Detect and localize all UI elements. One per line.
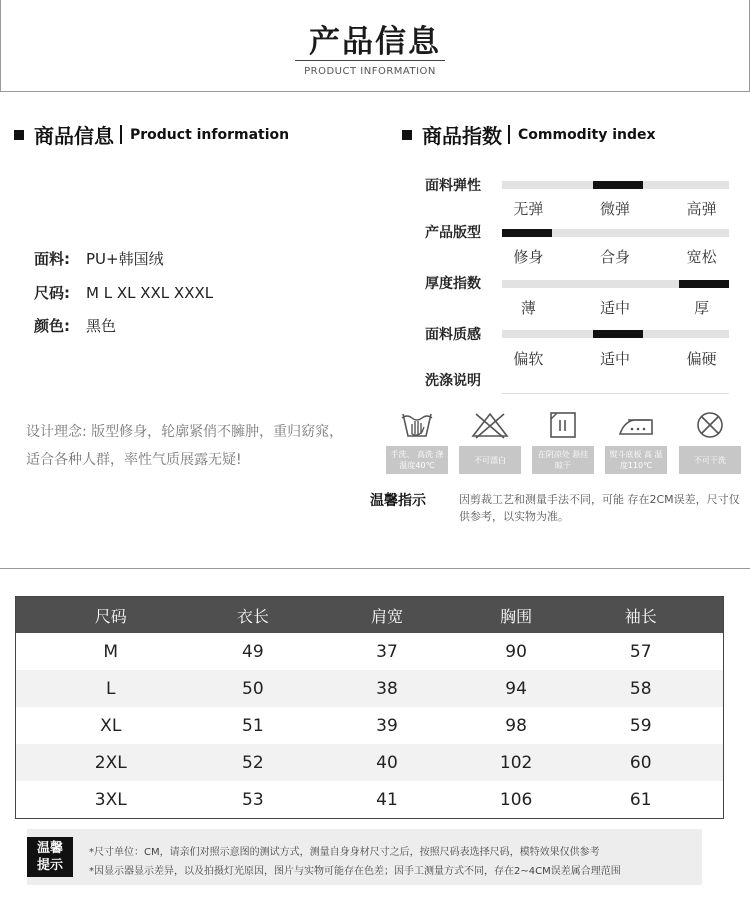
column-header: 袖长 (624, 606, 657, 626)
index-label-elasticity: 面料弹性 (425, 178, 481, 194)
hand-wash-icon (386, 410, 448, 440)
bottom-note (27, 829, 702, 885)
index-option: 无弹 (513, 200, 544, 218)
product-info-heading (14, 120, 289, 149)
table-cell: 57 (629, 641, 652, 662)
table-cell: 61 (629, 789, 652, 810)
warm-tip-text: 因剪裁工艺和测量手法不同，可能 存在2CM误差，尺寸仅供参考，以实物为准。 (459, 493, 740, 523)
index-label-texture: 面料质感 (425, 327, 481, 343)
table-cell: M (103, 641, 119, 662)
table-row (16, 670, 723, 707)
warm-tip-label: 温馨指示 (370, 493, 426, 509)
table-cell: 102 (499, 752, 533, 773)
size-value: M L XL XXL XXXL (86, 284, 214, 302)
table-cell: 41 (376, 789, 398, 810)
size-label: 尺码: (34, 284, 70, 302)
wash-tag: 不可干洗 (679, 446, 741, 474)
wash-instructions-label: 洗涤说明 (425, 373, 481, 389)
table-row (16, 781, 723, 818)
index-option: 偏软 (513, 350, 544, 368)
index-bar-elasticity (502, 181, 729, 189)
info-row-size (34, 282, 213, 303)
square-bullet-icon (14, 130, 24, 140)
table-cell: 59 (629, 715, 652, 736)
column-header: 胸围 (500, 606, 533, 626)
no-bleach-icon (459, 410, 521, 440)
index-option: 偏硬 (686, 350, 717, 368)
index-marker-fit (502, 229, 552, 237)
square-bullet-icon (402, 130, 412, 140)
column-header: 肩宽 (370, 606, 403, 626)
index-bar-fit (502, 229, 729, 237)
shade-dry-icon (532, 410, 594, 440)
index-option: 修身 (513, 248, 544, 266)
table-cell: 38 (376, 678, 398, 699)
index-option: 适中 (600, 299, 631, 317)
table-cell: 37 (376, 641, 398, 662)
wash-divider (502, 393, 729, 394)
table-row (16, 707, 723, 744)
index-marker-thickness (679, 280, 729, 288)
tip-badge (27, 837, 73, 877)
wash-tag: 不可漂白 (459, 446, 521, 474)
color-value: 黑色 (86, 317, 117, 335)
wash-item-hand-wash (386, 410, 448, 474)
heading-separator (508, 125, 510, 144)
commodity-index-heading-en: Commodity index (518, 126, 656, 143)
wash-item-no-dryclean (679, 410, 741, 474)
design-note: 设计理念: 版型修身，轮廓紧俏不臃肿，重归窈窕，适合各种人群，率性气质展露无疑! (26, 424, 344, 468)
wash-item-iron (605, 410, 667, 474)
table-cell: 52 (242, 752, 264, 773)
commodity-index-heading (402, 120, 656, 149)
index-bar-thickness (502, 280, 729, 288)
table-cell: 60 (629, 752, 652, 773)
column-header: 衣长 (236, 606, 269, 626)
index-label-thickness: 厚度指数 (425, 276, 481, 292)
title-divider (295, 60, 445, 61)
index-options-texture (485, 348, 745, 369)
table-cell: 98 (505, 715, 527, 736)
table-cell: 51 (242, 715, 264, 736)
wash-tag: 手洗、 高洗 涤温度40℃ (386, 446, 448, 474)
table-cell: 106 (499, 789, 533, 810)
wash-item-shade-dry (532, 410, 594, 474)
tip-badge-line1: 温馨 (36, 841, 63, 856)
note-line-1: *尺寸单位：CM，请亲们对照示意图的测试方式，测量自身身材尺寸之后，按照尺码表选择尺码，模特效果仅供参考 (89, 847, 600, 858)
section-divider (0, 568, 750, 569)
index-option: 高弹 (686, 200, 717, 218)
info-row-color (34, 315, 116, 336)
info-row-fabric (34, 248, 164, 269)
index-option: 宽松 (686, 248, 717, 266)
table-cell: 58 (629, 678, 652, 699)
index-option: 微弹 (600, 200, 631, 218)
fabric-value: PU+韩国绒 (86, 250, 164, 268)
table-cell: 40 (376, 752, 398, 773)
size-table (15, 596, 724, 819)
column-header: 尺码 (94, 606, 127, 626)
page-title: 产品信息 (309, 24, 441, 60)
index-bar-texture (502, 330, 729, 338)
wash-tag: 在阴凉处 悬挂晾干 (532, 446, 594, 474)
index-marker-elasticity (593, 181, 643, 189)
index-option: 适中 (600, 350, 631, 368)
commodity-index-heading-cn: 商品指数 (422, 124, 502, 148)
table-cell: 49 (242, 641, 264, 662)
no-dryclean-icon (679, 410, 741, 440)
index-option: 薄 (520, 299, 536, 317)
fabric-label: 面料: (34, 250, 70, 268)
index-options-thickness (485, 297, 745, 318)
table-cell: L (105, 678, 116, 699)
wash-tag: 熨斗底板 高 温度110℃ (605, 446, 667, 474)
wash-item-no-bleach (459, 410, 521, 474)
table-cell: 53 (242, 789, 264, 810)
heading-separator (120, 125, 122, 144)
index-options-fit (485, 246, 745, 267)
product-info-heading-cn: 商品信息 (34, 124, 114, 148)
index-marker-texture (593, 330, 643, 338)
table-cell: 2XL (94, 752, 127, 773)
color-label: 颜色: (34, 317, 70, 335)
table-row (16, 633, 723, 670)
table-header (16, 597, 723, 633)
iron-icon (605, 410, 667, 440)
note-line-2: *因显示器显示差异，以及拍摄灯光原因，图片与实物可能存在色差；因手工测量方式不同，存在2~4CM误差属合理范围 (89, 866, 621, 877)
index-option: 厚 (694, 299, 710, 317)
table-cell: 50 (242, 678, 264, 699)
table-cell: 90 (505, 641, 527, 662)
tip-badge-line2: 提示 (36, 858, 63, 873)
table-row (16, 744, 723, 781)
index-label-fit: 产品版型 (425, 225, 481, 241)
index-options-elasticity (485, 198, 745, 219)
table-cell: 39 (376, 715, 398, 736)
product-info-heading-en: Product information (130, 126, 290, 143)
page-subtitle: PRODUCT INFORMATION (304, 66, 436, 77)
table-cell: XL (100, 715, 122, 736)
table-cell: 94 (505, 678, 527, 699)
index-option: 合身 (600, 248, 631, 266)
table-cell: 3XL (94, 789, 127, 810)
